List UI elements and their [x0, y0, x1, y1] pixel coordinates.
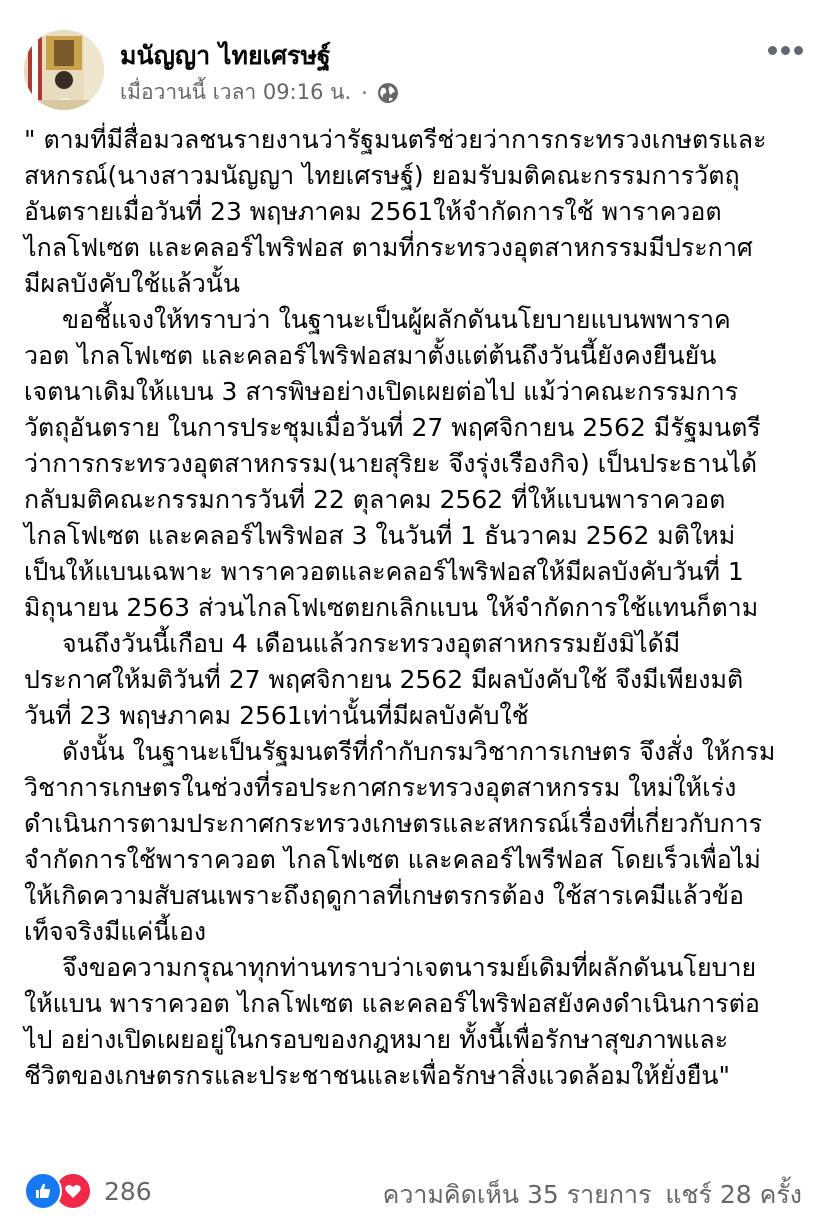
post-header — [0, 0, 828, 118]
reactions-summary[interactable] — [24, 1172, 152, 1210]
post-paragraph: ดังนั้น ในฐานะเป็นรัฐมนตรีที่กำกับกรมวิชาการเกษตร จึงสั่ง ให้กรม วิชาการเกษตรในช่วงที่รอประกาศกระทรวงอุตสาหกรรม ใหม่ให้เร่ง ดำเนินการตามประกาศกระทรวงเกษตรและสหกรณ์เรื่องที่เกี่ยวกับการ จำกัดการใช้พาราควอต ไกลโฟเซต และคลอร์ไพรีฟอส โดยเร็วเพื่อไม่ ให้เกิดความสับสนเพราะถึงฤดูกาลที่เกษตรกรต้อง ใช้สารเคมีแล้วข้อ เท็จจริงมีแค่นี้เอง — [24, 737, 776, 946]
post-paragraph: จนถึงวันนี้เกือบ 4 เดือนแล้วกระทรวงอุตสาหกรรมยังมิได้มี ประกาศให้มติวันที่ 27 พฤศจิกายน 2562 มีผลบังคับใช้ จึงมีเพียงมติ วันที่ 23 พฤษภาคม 2561เท่านั้นที่มีผลบังคับใช้ — [24, 629, 744, 730]
post-timestamp[interactable]: เมื่อวานนี้ เวลา 09:16 น. — [120, 80, 352, 104]
post-body — [24, 122, 810, 1094]
post-footer — [0, 1168, 828, 1214]
avatar[interactable] — [24, 30, 104, 110]
post-paragraph: ขอชี้แจงให้ทราบว่า ในฐานะเป็นผู้ผลักดันนโยบายแบนพพาราค วอต ไกลโฟเซต และคลอร์ไพริฟอสมาตั้งแต่ต้นถึงวันนี้ยังคงยืนยัน เจตนาเดิมให้แบน 3 สารพิษอย่างเปิดเผยต่อไป แม้ว่าคณะกรรมการ วัตถุอันตราย ในการประชุมเมื่อวันที่ 27 พฤศจิกายน 2562 มีรัฐมนตรี ว่าการกระทรวงอุตสาหกรรม(นายสุริยะ จึงรุ่งเรืองกิจ) เป็นประธานได้ กลับมติคณะกรรมการวันที่ 22 ตุลาคม 2562 ที่ให้แบนพาราควอต ไกลโฟเซต และคลอร์ไพริฟอส 3 ในวันที่ 1 ธันวาคม 2562 มติใหม่ เป็นให้แบนเฉพาะ พาราควอตและคลอร์ไพริฟอสให้มีผลบังคับวันที่ 1 มิถุนายน 2563 ส่วนไกลโฟเซตยกเลิกแบน ให้จำกัดการใช้แทนก็ตาม — [24, 305, 761, 622]
post-paragraph: จึงขอความกรุณาทุกท่านทราบว่าเจตนารมย์เดิมที่ผลักดันนโยบาย ให้แบน พาราควอต ไกลโฟเซต และคลอร์ไพริฟอสยังคงดำเนินการต่อ ไป อย่างเปิดเผยอยู่ในกรอบของกฎหมาย ทั้งนี้เพื่อรักษาสุขภาพและ ชีวิตของเกษตรกรและประชาชนและเพื่อรักษาสิ่งแวดล้อมให้ยั่งยืน" — [24, 953, 760, 1090]
reaction-count: 286 — [104, 1176, 152, 1206]
like-icon — [24, 1172, 62, 1210]
post-meta — [120, 76, 400, 109]
globe-icon[interactable] — [376, 81, 400, 105]
comments-count-link[interactable]: ความคิดเห็น 35 รายการ — [382, 1180, 652, 1209]
engagement-stats — [383, 1175, 802, 1215]
author-name[interactable]: มนัญญา ไทยเศรษฐ์ — [120, 41, 331, 70]
meta-separator: · — [361, 80, 368, 105]
more-horizontal-icon[interactable] — [768, 44, 804, 58]
post-paragraph: " ตามที่มีสื่อมวลชนรายงานว่ารัฐมนตรีช่วยว่าการกระทรวงเกษตรและ สหกรณ์(นางสาวมนัญญา ไทยเศรษฐ์) ยอมรับมติคณะกรรมการวัตถุ อันตรายเมื่อวันที่ 23 พฤษภาคม 2561ให้จำกัดการใช้ พาราควอต ไกลโฟเซต และคลอร์ไพริฟอส ตามที่กระทรวงอุตสาหกรรมมีประกาศ มีผลบังคับใช้แล้วนั้น — [24, 125, 767, 298]
shares-count-link[interactable]: แชร์ 28 ครั้ง — [665, 1180, 802, 1209]
